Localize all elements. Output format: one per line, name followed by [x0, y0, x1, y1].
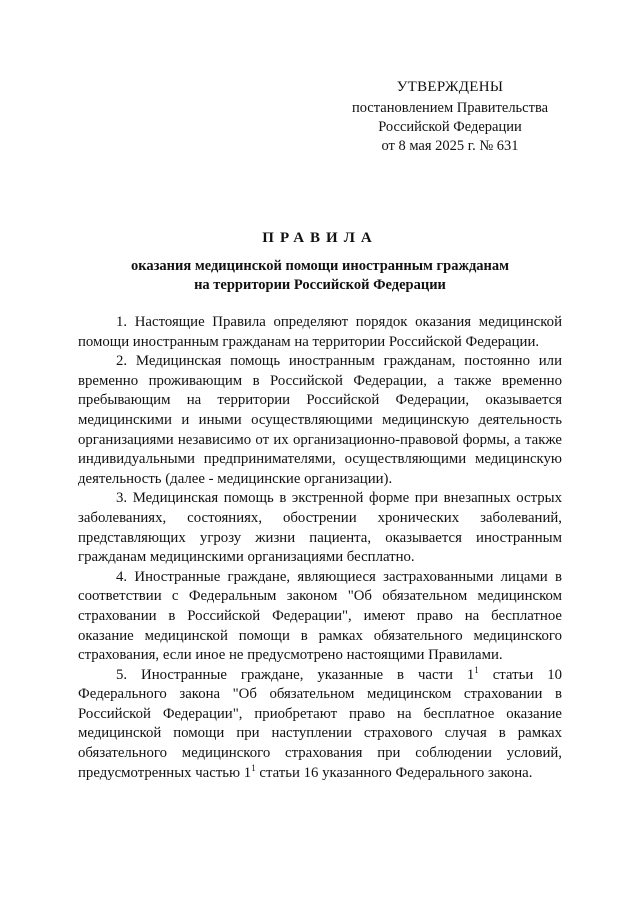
approval-line-2: Российской Федерации — [378, 119, 522, 135]
paragraph-4: 4. Иностранные граждане, являющиеся застрахованными лицами в соответствии с Федеральным законом "Об обязательном медицинском страховании в Российской Федерации", имеют право на бесплатное оказание медицинской помощи в рамках обязательного медицинского страхования, если иное не предусмотрено настоящими Правилами. — [78, 568, 562, 664]
document-title: ПРАВИЛА — [262, 230, 378, 246]
document-subtitle-line-1: оказания медицинской помощи иностранным гражданам — [130, 258, 510, 274]
document-title-block — [78, 228, 562, 295]
paragraph-5 — [78, 666, 562, 784]
paragraph-3: 3. Медицинская помощь в экстренной форме при внезапных острых заболеваниях, состояниях, обострении хронических заболеваний, представляющих угрозу жизни пациента, оказывается иностранным гражданам медицинскими организациями бесплатно. — [78, 490, 562, 566]
approval-heading: УТВЕРЖДЕНЫ — [396, 79, 504, 95]
paragraph-1: 1. Настоящие Правила определяют порядок оказания медицинской помощи иностранным гражданам на территории Российской Федерации. — [78, 314, 562, 350]
superscript-2: 1 — [251, 762, 256, 773]
paragraph-5-part-a: 5. Иностранные граждане, указанные в части 1 — [116, 666, 475, 683]
paragraph-5-part-b: статьи 10 Федерального закона "Об обязательном медицинском страховании в Российской Федерации", приобретают право на бесплатное оказание медицинской помощи при наступлении страхового случая в рамках обязательного медицинского страхования при соблюдении условий, предусмотренных частью 1 — [78, 666, 562, 781]
approval-stamp — [340, 78, 560, 156]
approval-line-1: постановлением Правительства — [351, 100, 549, 116]
approval-line-3: от 8 мая 2025 г. № 631 — [381, 138, 519, 154]
document-subtitle-line-2: на территории Российской Федерации — [194, 277, 446, 293]
superscript-1: 1 — [474, 664, 479, 675]
paragraph-2: 2. Медицинская помощь иностранным гражданам, постоянно или временно проживающим в Российской Федерации, а также временно пребывающим на территории Российской Федерации, оказывается медицинскими и иными осуществляющими медицинскую деятельность организациями независимо от их организационно-правовой формы, а также индивидуальными предпринимателями, осуществляющими медицинскую деятельность (далее - медицинские организации). — [78, 353, 562, 487]
paragraph-5-part-c: статьи 16 указанного Федерального закона. — [255, 764, 533, 781]
document-body — [78, 313, 562, 783]
